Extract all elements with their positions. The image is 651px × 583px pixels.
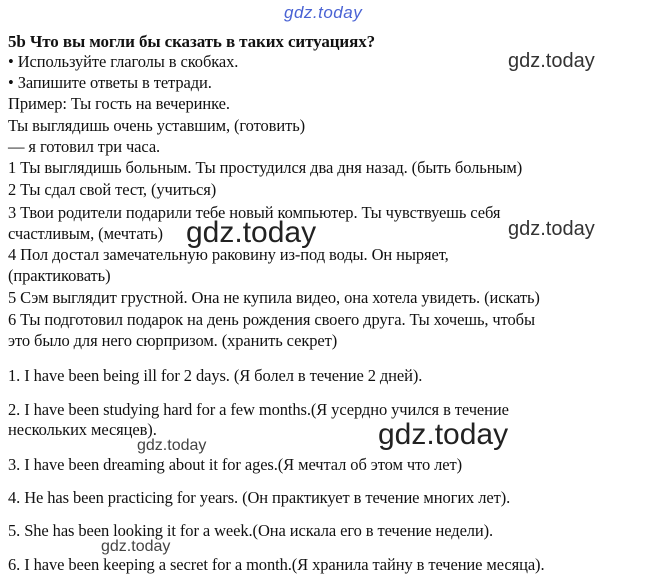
example-line: — я готовил три часа. [8,137,161,156]
task-line: 2 Ты сдал свой тест, (учиться) [8,180,217,199]
task-line: счастливым, (мечтать) [8,224,163,243]
watermark-center-2: gdz.today [378,418,509,451]
answer-line: 6. I have been keeping a secret for a month.(Я хранила тайну в течение месяца). [8,555,545,574]
answer-line: нескольких месяцев). [8,420,157,439]
answer-line: 2. I have been studying hard for a few months.(Я усердно учился в течение [8,400,509,419]
watermark-top: gdz.today [284,3,363,22]
instruction-line: • Запишите ответы в тетради. [8,73,212,92]
example-line: Пример: Ты гость на вечеринке. [8,94,230,113]
answer-line: 4. He has been practicing for years. (Он практикует в течение многих лет). [8,488,511,507]
example-line: Ты выглядишь очень уставшим, (готовить) [8,116,306,135]
watermark-right-1: gdz.today [508,50,595,72]
watermark-right-2: gdz.today [508,218,595,240]
answer-line: 3. I have been dreaming about it for ages.(Я мечтал об этом что лет) [8,455,462,474]
task-line: 5 Сэм выглядит грустной. Она не купила видео, она хотела увидеть. (искать) [8,288,540,307]
task-line: 4 Пол достал замечательную раковину из-под воды. Он ныряет, [8,245,449,264]
task-line: 6 Ты подготовил подарок на день рождения своего друга. Ты хочешь, чтобы [8,310,535,329]
exercise-title: 5b Что вы могли бы сказать в таких ситуациях? [8,32,376,51]
watermark-center-1: gdz.today [186,216,317,249]
task-line: (практиковать) [8,266,111,285]
instruction-line: • Используйте глаголы в скобках. [8,52,239,71]
task-line: 3 Твои родители подарили тебе новый компьютер. Ты чувствуешь себя [8,203,501,222]
task-line: это было для него сюрпризом. (хранить секрет) [8,331,338,350]
answer-line: 5. She has been looking it for a week.(Она искала его в течение недели). [8,521,494,540]
answer-line: 1. I have been being ill for 2 days. (Я болел в течение 2 дней). [8,366,423,385]
task-line: 1 Ты выглядишь больным. Ты простудился два дня назад. (быть больным) [8,158,523,177]
watermark-left-small-2: gdz.today [101,538,171,555]
watermark-left-small-1: gdz.today [137,437,207,454]
